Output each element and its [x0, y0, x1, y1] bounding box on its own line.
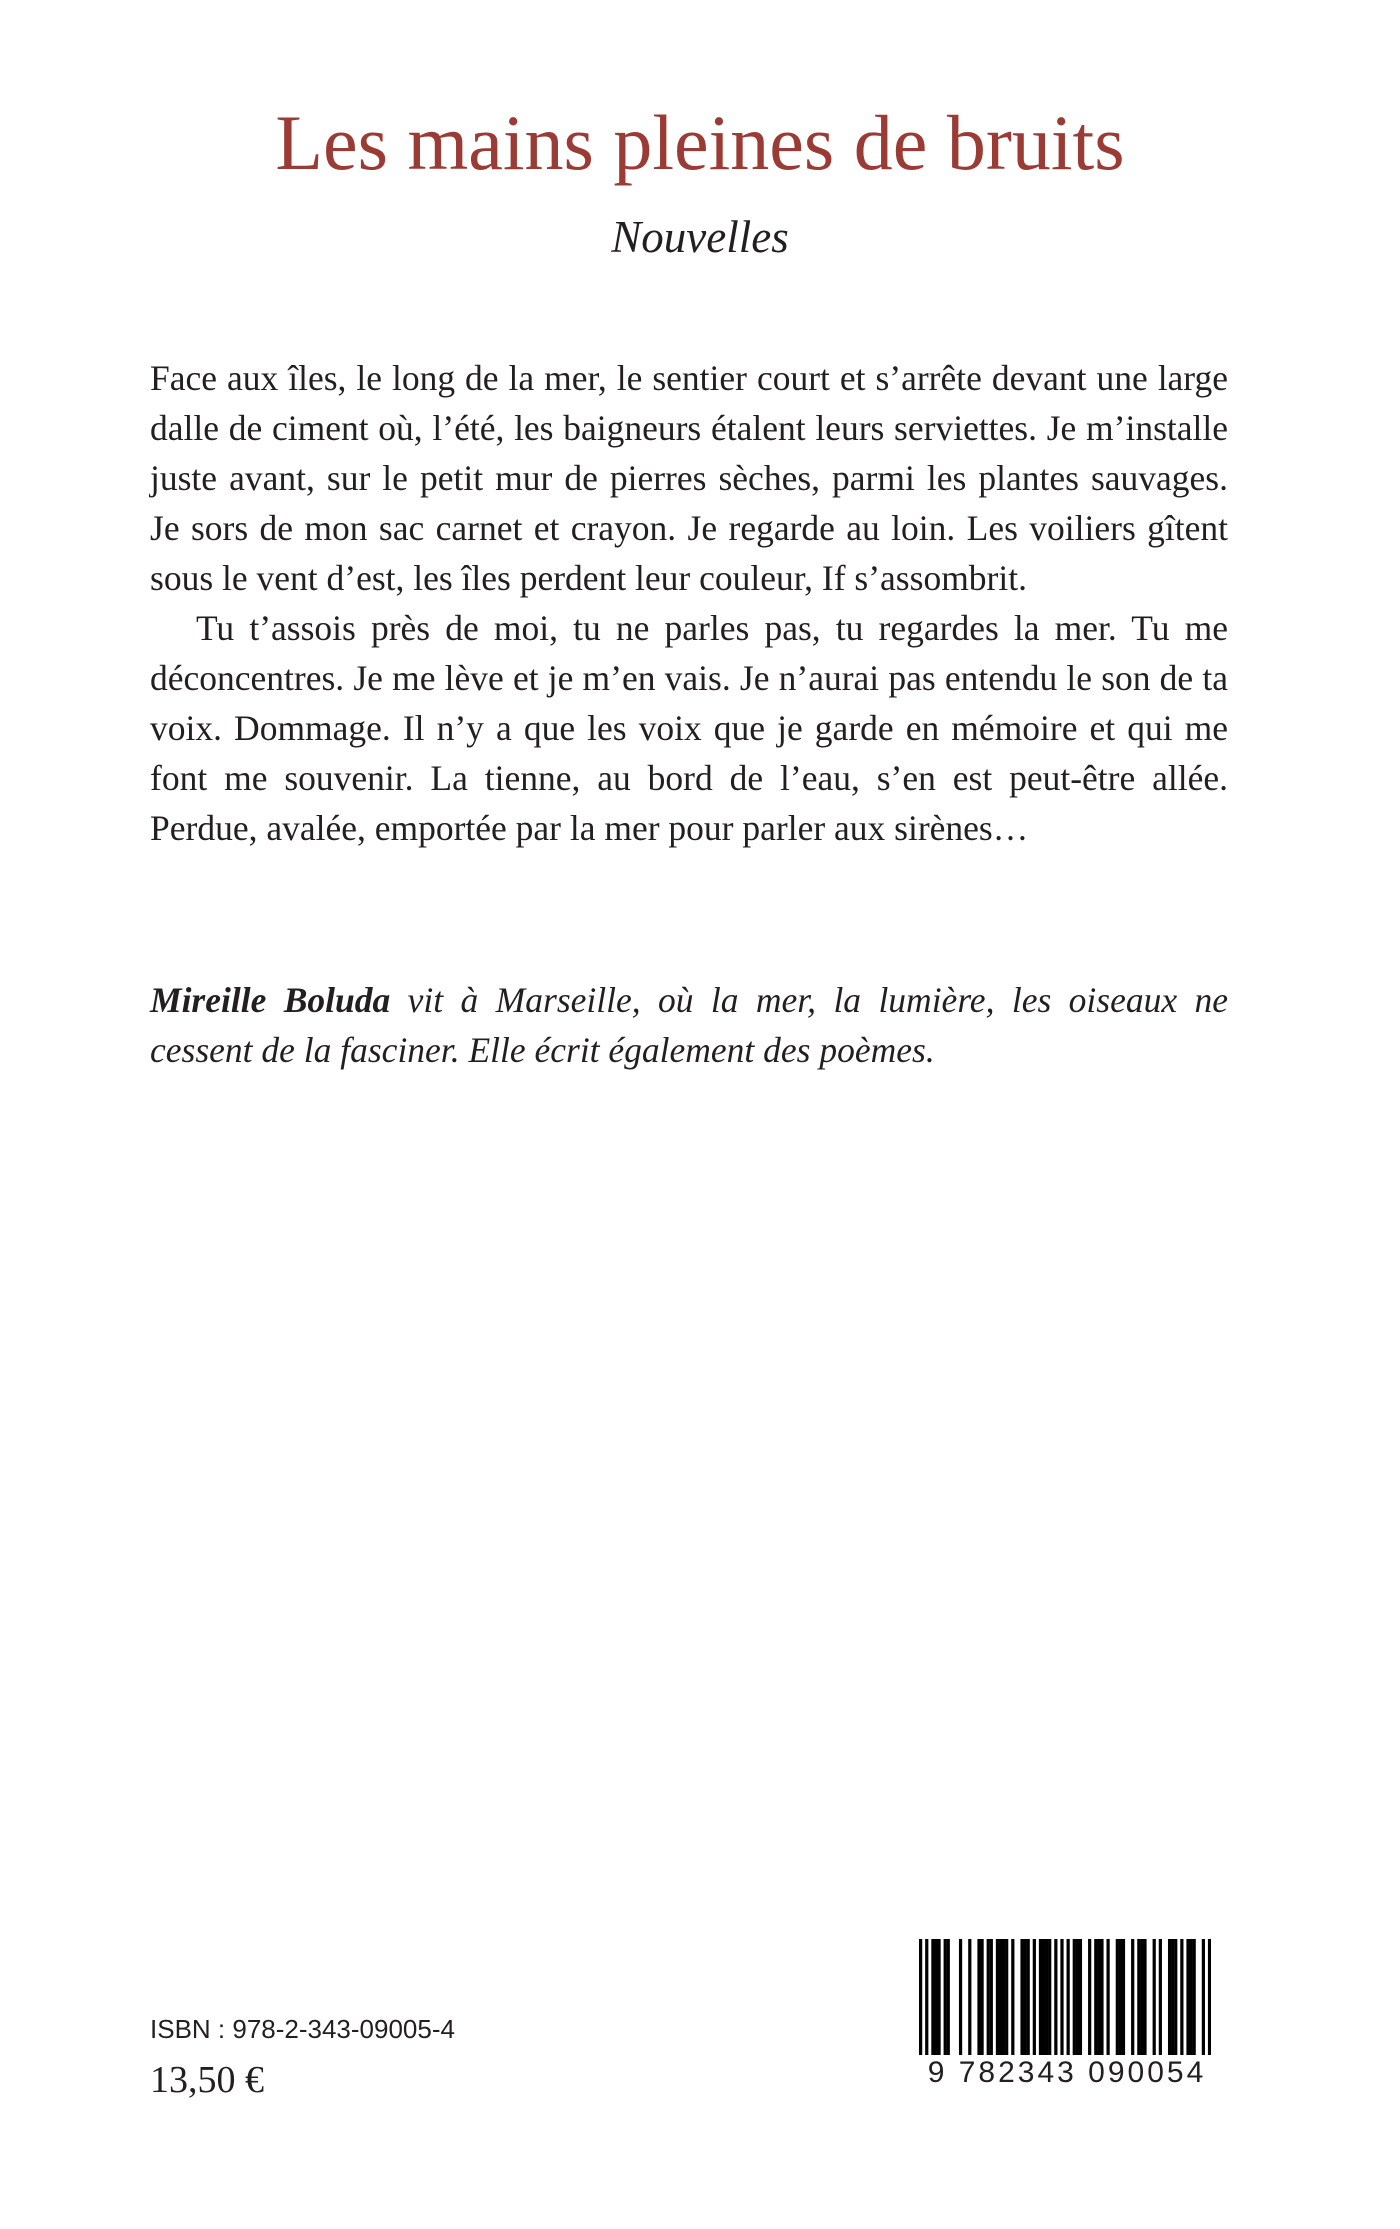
barcode-bar	[1193, 1939, 1196, 2055]
barcode-bar	[959, 1939, 962, 2055]
barcode-bar	[1042, 1939, 1045, 2055]
barcode-bar	[1131, 1939, 1134, 2055]
barcode-bar	[1073, 1939, 1076, 2055]
barcode-bar	[1180, 1939, 1183, 2055]
barcode-digits: 9 782343 090054	[919, 2055, 1215, 2091]
barcode-bar	[1054, 1939, 1057, 2055]
book-title: Les mains pleines de bruits	[275, 99, 1125, 186]
barcode-bar	[1116, 1939, 1119, 2055]
barcode-bar	[1005, 1939, 1008, 2055]
book-genre: Nouvelles	[611, 212, 789, 262]
barcode-bar	[1033, 1939, 1036, 2055]
barcode-bar	[999, 1939, 1002, 2055]
author-name: Mireille Boluda	[150, 980, 391, 1020]
barcode-bar	[944, 1939, 947, 2055]
barcode-bar	[1011, 1939, 1014, 2055]
author-bio-text: vit à Marseille, où la mer, la lumière, les oiseaux ne cessent de la fasciner. Elle écrit également des poèmes.	[150, 980, 1228, 1070]
barcode-bar	[996, 1939, 999, 2055]
barcode-bar	[1079, 1939, 1082, 2055]
barcode-bar	[1002, 1939, 1005, 2055]
barcode-bar	[1097, 1939, 1100, 2055]
barcode-bar	[1024, 1939, 1027, 2055]
barcode-bar	[1159, 1939, 1162, 2055]
barcode-bar	[937, 1939, 940, 2055]
barcode-bar	[1100, 1939, 1103, 2055]
blurb-paragraph: Face aux îles, le long de la mer, le sentier court et s’arrête devant une large dalle de ciment où, l’été, les baigneurs étalent leurs serviettes. Je m’installe juste avant, sur le petit mur de pierres sèches, parmi les plantes sauvages. Je sors de mon sac carnet et crayon. Je regarde au loin. Les voiliers gîtent sous le vent d’est, les îles perdent leur couleur, If s’assombrit.	[150, 358, 1228, 598]
barcode-bar	[977, 1939, 980, 2055]
barcode-bar	[1094, 1939, 1097, 2055]
barcode-bar	[1140, 1939, 1143, 2055]
barcode-bar	[1168, 1939, 1171, 2055]
barcode-bar	[1122, 1939, 1125, 2055]
barcode-bar	[1027, 1939, 1030, 2055]
back-cover-blurb	[150, 353, 1228, 853]
barcode-bar	[980, 1939, 983, 2055]
barcode-bar	[1045, 1939, 1048, 2055]
isbn-label: ISBN : 978-2-343-09005-4	[150, 2014, 455, 2044]
barcode-bar	[1106, 1939, 1109, 2055]
barcode-bar	[1143, 1939, 1146, 2055]
blurb-paragraph: Tu t’assois près de moi, tu ne parles pas, tu regardes la mer. Tu me déconcentres. Je me lève et je m’en vais. Je n’aurai pas entendu le son de ta voix. Dommage. Il n’y a que les voix que je garde en mémoire et qui me font me souvenir. La tienne, au bord de l’eau, s’en est peut-être allée. Perdue, avalée, emportée par la mer pour parler aux sirènes…	[150, 608, 1228, 848]
barcode-bar	[1076, 1939, 1079, 2055]
barcode-bar	[990, 1939, 993, 2055]
barcode-bar	[1020, 1939, 1023, 2055]
barcode-bar	[1088, 1939, 1091, 2055]
barcode-bar	[1189, 1939, 1192, 2055]
author-bio	[150, 975, 1228, 1075]
barcode-bar	[1153, 1939, 1156, 2055]
barcode-bar	[1039, 1939, 1042, 2055]
barcode-bar	[1174, 1939, 1177, 2055]
barcode-bar	[968, 1939, 971, 2055]
barcode	[915, 1935, 1215, 2100]
barcode-bar	[987, 1939, 990, 2055]
barcode-bar	[1186, 1939, 1189, 2055]
barcode-bar	[1048, 1939, 1051, 2055]
barcode-bar	[947, 1939, 950, 2055]
barcode-bar	[1171, 1939, 1174, 2055]
barcode-bar	[931, 1939, 934, 2055]
barcode-bar	[934, 1939, 937, 2055]
price-label: 13,50 €	[150, 2059, 264, 2101]
barcode-bar	[1119, 1939, 1122, 2055]
barcode-bar	[1137, 1939, 1140, 2055]
